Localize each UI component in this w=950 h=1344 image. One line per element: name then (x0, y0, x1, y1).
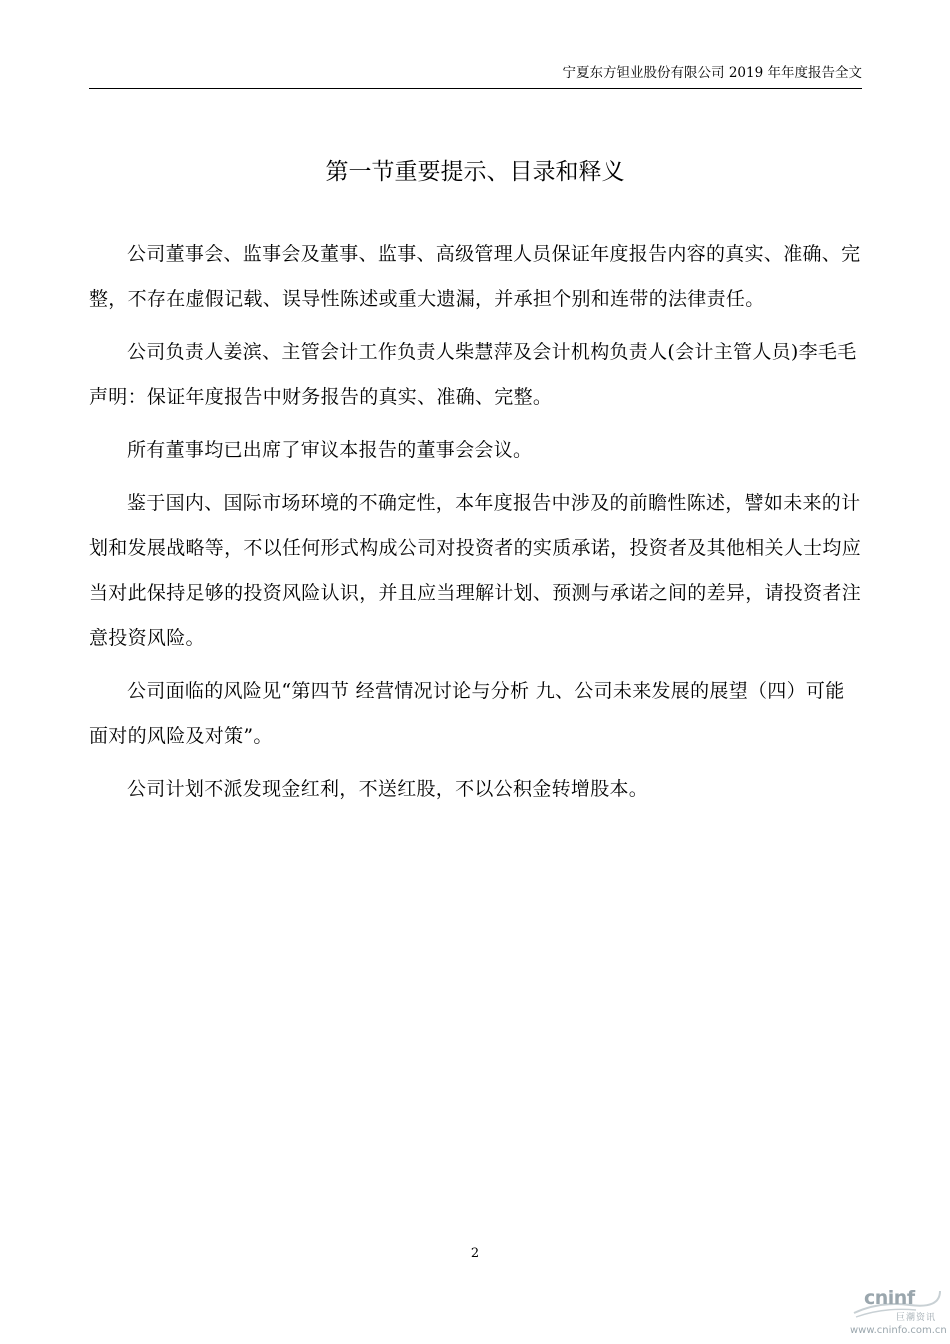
document-body (89, 232, 861, 812)
watermark-brand-cn: 巨潮资讯 (896, 1313, 937, 1323)
paragraph-financial-statement: 公司负责人姜滨、主管会计工作负责人柴慧萍及会计机构负责人(会计主管人员)李毛毛声明：保证年度报告中财务报告的真实、准确、完整。 (89, 341, 857, 408)
page-number: 2 (470, 1246, 480, 1261)
watermark-url: www.cninfo.com.cn (850, 1325, 947, 1336)
page-header (89, 62, 862, 89)
watermark-brand: cninf (864, 1287, 915, 1309)
running-title: 宁夏东方钽业股份有限公司 2019 年年度报告全文 (562, 65, 862, 81)
paragraph-dividend-plan: 公司计划不派发现金红利，不送红股，不以公积金转增股本。 (127, 778, 649, 800)
paragraph-responsibility: 公司董事会、监事会及董事、监事、高级管理人员保证年度报告内容的真实、准确、完整，不存在虚假记载、误导性陈述或重大遗漏，并承担个别和连带的法律责任。 (89, 243, 861, 310)
section-title: 第一节重要提示、目录和释义 (325, 159, 625, 185)
cninfo-watermark-logo (850, 1283, 947, 1339)
paragraph-risk-reference: 公司面临的风险见“第四节 经营情况讨论与分析 九、公司未来发展的展望（四）可能面对的风险及对策”。 (89, 680, 845, 747)
paragraph-forward-looking: 鉴于国内、国际市场环境的不确定性，本年度报告中涉及的前瞻性陈述，譬如未来的计划和发展战略等，不以任何形式构成公司对投资者的实质承诺，投资者及其他相关人士均应当对此保持足够的投资风险认识，并且应当理解计划、预测与承诺之间的差异，请投资者注意投资风险。 (89, 492, 862, 649)
paragraph-board-attendance: 所有董事均已出席了审议本报告的董事会会议。 (127, 439, 533, 461)
